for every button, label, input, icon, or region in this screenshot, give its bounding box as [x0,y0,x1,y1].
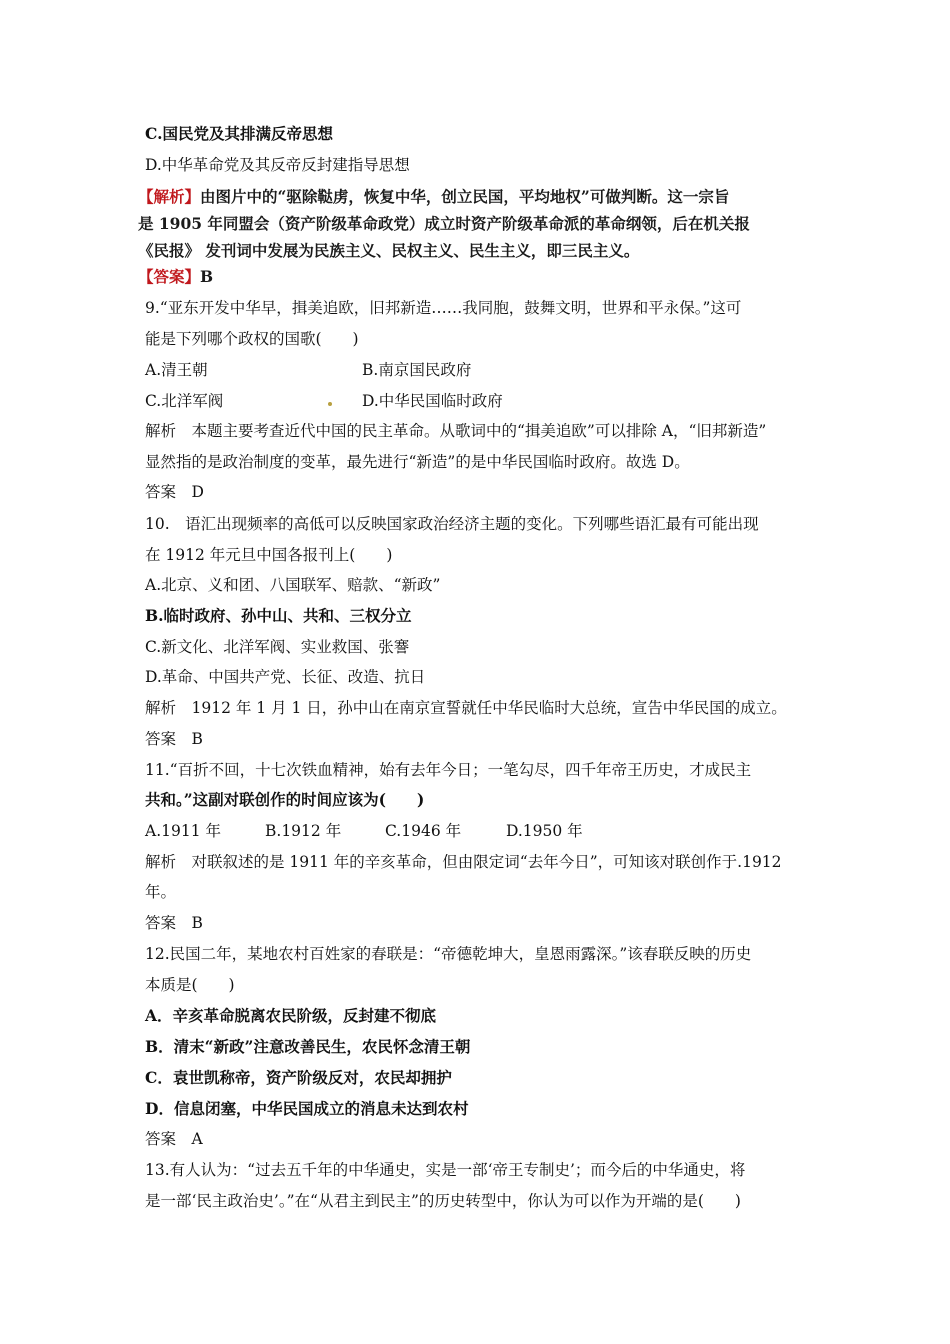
q11-option-c: C.1946 年 [385,822,462,840]
q12-option-c: C．袁世凯称帝，资产阶级反对，农民却拥护 [145,1068,452,1087]
q10-option-a: A.北京、义和团、八国联军、赔款、“新政” [145,576,441,594]
q11-analysis-line2: 年。 [145,883,177,901]
q11-analysis-line1: 解析 对联叙述的是 1911 年的辛亥革命，但由限定词“去年今日”，可知该对联创作于.1912 [145,853,782,871]
q12-option-a: A．辛亥革命脱离农民阶级，反封建不彻底 [145,1006,437,1025]
q9-analysis-line2: 显然指的是政治制度的变革，最先进行“新造”的是中华民国临时政府。故选 D。 [145,453,690,471]
q9-stem-line1: 9.“亚东开发中华早，揖美追欧，旧邦新造……我同胞，鼓舞文明，世界和平永保。”这可 [145,299,742,317]
q11-option-a: A.1911 年 [145,822,221,840]
analysis-tag: 【解析】 [138,187,201,206]
q8-analysis-line1: 【解析】由图片中的“驱除鞑虏，恢复中华，创立民国，平均地权”可做判断。这一宗旨 [138,187,730,206]
q10-option-d: D.革命、中国共产党、长征、改造、抗日 [145,668,426,686]
q11-stem-line1: 11.“百折不回，十七次铁血精神，始有去年今日；一笔勾尽，四千年帝王历史，才成民主 [145,761,752,779]
q12-option-b: B．清末“新政”注意改善民生，农民怀念清王朝 [145,1037,471,1056]
q13-stem-line1: 13.有人认为：“过去五千年的中华通史，实是一部‘帝王专制史’；而今后的中华通史，将 [145,1161,746,1179]
q10-answer: 答案 B [145,730,203,748]
q10-analysis: 解析 1912 年 1 月 1 日，孙中山在南京宣誓就任中华民临时大总统，宣告中华民国的成立。 [145,699,787,717]
q8-analysis-line3: 《民报》 发刊词中发展为民族主义、民权主义、民生主义，即三民主义。 [138,241,640,260]
q9-stem-line2: 能是下列哪个政权的国歌( ) [145,330,359,348]
q9-option-c: C.北洋军阀 [145,392,224,410]
stray-mark [328,402,332,406]
q8-analysis-line2: 是 1905 年同盟会（资产阶级革命政党）成立时资产阶级革命派的革命纲领，后在机关报 [138,214,750,233]
q10-stem-line1: 10. 语汇出现频率的高低可以反映国家政治经济主题的变化。下列哪些语汇最有可能出现 [145,515,759,533]
q12-stem-line1: 12.民国二年，某地农村百姓家的春联是：“帝德乾坤大，皇恩雨露深。”该春联反映的历史 [145,945,752,963]
q11-answer: 答案 B [145,914,203,932]
q11-stem-line2: 共和。”这副对联创作的时间应该为( ) [145,790,425,809]
q11-option-d: D.1950 年 [506,822,583,840]
q10-option-b: B.临时政府、孙中山、共和、三权分立 [145,606,412,625]
q8-option-d: D.中华革命党及其反帝反封建指导思想 [145,156,410,174]
q10-stem-line2: 在 1912 年元旦中国各报刊上( ) [145,546,393,564]
q12-answer: 答案 A [145,1130,203,1148]
q9-option-d: D.中华民国临时政府 [362,392,503,410]
answer-tag: 【答案】 [138,267,201,286]
q13-stem-line2: 是一部‘民主政治史’。”在“从君主到民主”的历史转型中，你认为可以作为开端的是( ) [145,1192,741,1210]
q9-answer: 答案 D [145,483,204,501]
q9-option-a: A.清王朝 [145,361,208,379]
q12-option-d: D．信息闭塞，中华民国成立的消息未达到农村 [145,1099,469,1118]
q9-analysis-line1: 解析 本题主要考查近代中国的民主革命。从歌词中的“揖美追欧”可以排除 A，“旧邦新造” [145,422,767,440]
q8-answer: 【答案】B [138,267,214,286]
q12-stem-line2: 本质是( ) [145,976,235,994]
q9-option-b: B.南京国民政府 [362,361,472,379]
q11-option-b: B.1912 年 [265,822,342,840]
q10-option-c: C.新文化、北洋军阀、实业救国、张謇 [145,638,410,656]
q8-option-c: C.国民党及其排满反帝思想 [145,124,333,143]
